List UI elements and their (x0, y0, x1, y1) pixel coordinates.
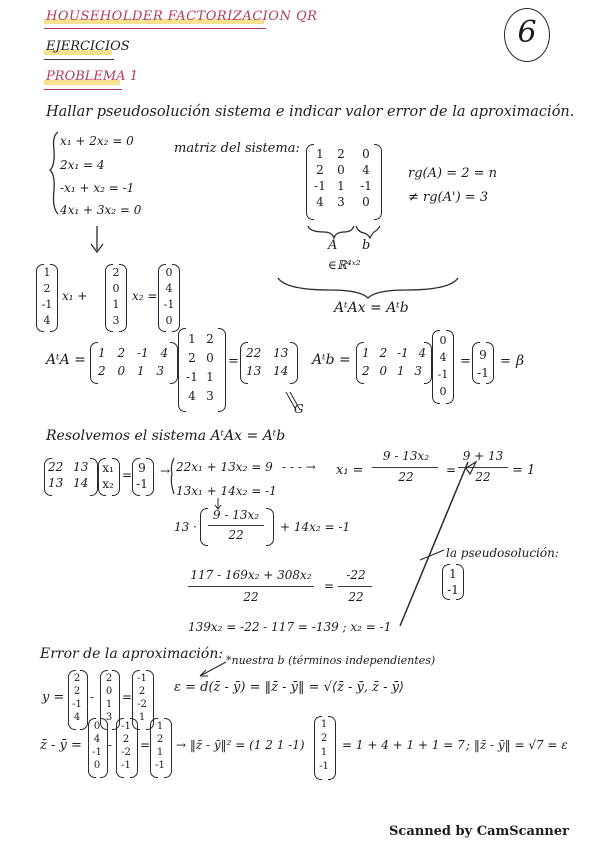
augmented-col2: 2 0 1 3 (337, 147, 345, 209)
x1-den: 22 (398, 470, 414, 484)
x1-expr: x₁ = (336, 463, 364, 478)
norm-conclusion: ; ‖z̄ - ȳ‖ = √7 = ε (466, 738, 568, 752)
atb-at-row2: 2 0 1 3 (362, 364, 423, 378)
norm-eval: = 1 + 4 + 1 + 1 = 7 (342, 738, 465, 752)
zy-b: 0 4 -1 0 (92, 721, 102, 771)
vec-col1: 1 2 -1 4 (41, 266, 53, 327)
error-note: *nuestra b (términos independientes) (226, 654, 436, 667)
brace-A (308, 226, 354, 238)
sub-left: 13 · (174, 520, 197, 534)
brace-b (356, 226, 380, 238)
final-step: 139x₂ = -22 - 117 = -139 ; x₂ = -1 (188, 620, 392, 634)
pseudo-label: la pseudosolución: (446, 546, 559, 560)
epsilon-definition: ε = d(z̄ - ȳ) = ‖z̄ - ȳ‖ = √⟨z̄ - ȳ, z̄ - ȳ⟩ (174, 680, 405, 695)
x1-eval-res: = 1 (512, 463, 536, 478)
augmented-col1: 1 2 -1 4 (314, 147, 326, 209)
x1-eval-num: 9 + 13 (462, 449, 504, 463)
solve-rhs: 9 -1 (136, 461, 148, 491)
step-rden: 22 (348, 590, 364, 604)
zy-label: z̄ - ȳ = (40, 738, 82, 753)
large-brace (278, 278, 458, 298)
problem-heading: PROBLEMA 1 (46, 69, 138, 84)
step-den: 22 (243, 590, 259, 604)
space-label: ∈ℝ⁴ˣ² (328, 258, 361, 272)
sub-num: 9 - 13x₂ (212, 508, 260, 522)
g-slash (286, 392, 300, 410)
eq-brace (171, 458, 174, 494)
label-A: A (328, 238, 338, 253)
label-b: b (362, 238, 371, 253)
solve-matrix-row2: 13 14 (48, 476, 89, 490)
system-eq4: 4x₁ + 3x₂ = 0 (60, 203, 142, 217)
down-arrow-icon (91, 226, 103, 252)
scanner-watermark: Scanned by CamScanner (389, 824, 569, 839)
zy-res: 1 2 1 -1 (155, 721, 165, 771)
system-eq3: -x₁ + x₂ = -1 (60, 181, 135, 195)
step-rnum: -22 (346, 568, 366, 582)
error-title: Error de la aproximación: (40, 646, 224, 662)
solve-matrix-row1: 22 13 (48, 460, 89, 474)
vec-x1: x₁ + (62, 289, 88, 303)
vec-x2: x₂ = (132, 289, 158, 303)
augmented-col3: 0 4 -1 0 (360, 147, 372, 209)
section-heading: EJERCICIOS (46, 39, 130, 54)
atb-beta: β (516, 353, 525, 369)
zy-y: -1 2 -2 -1 (121, 721, 131, 771)
vec-col2: 2 0 1 3 (112, 266, 120, 327)
ata-a-col1: 1 2 -1 4 (186, 332, 198, 403)
small-down-arrow-icon (215, 498, 221, 509)
note-arrow-icon (200, 662, 226, 676)
system-eq1: x₁ + 2x₂ = 0 (60, 134, 134, 148)
normal-equation: AᵗAx = Aᵗb (334, 300, 409, 316)
rank-line2: ≠ rg(A') = 3 (408, 190, 489, 205)
ata-a-col2: 2 0 1 3 (206, 332, 214, 403)
ata-result-row1: 22 13 (246, 346, 289, 360)
atb-result-col: 9 -1 (477, 348, 489, 380)
y-v1: 2 2 -1 4 (72, 673, 82, 723)
ata-G: G (294, 402, 304, 416)
ata-at-row1: 1 2 -1 4 (98, 346, 169, 360)
step-num: 117 - 169x₂ + 308x₂ (190, 568, 312, 582)
matrix-label: matriz del sistema: (174, 141, 300, 156)
notebook-page: HOUSEHOLDER FACTORIZACION QR EJERCICIOS PROBLEMA 1 6 Hallar pseudosolución sistema e indicar valor error de la aproximación. x₁ + 2x₂ = 0 2x₁ = 4 -x₁ + x₂ = -1 4x₁ + 3x₂ = 0 matriz del sistema: 1 2 -1 4 2 0 1 3 0 4 -1 0 A b ∈ℝ⁴ˣ² rg(A) = 2 = n ≠ rg(A') = 3 1 2 -1 4 x₁ + 2 0 1 3 x₂ = 0 4 -1 0 AᵗAx = Aᵗb AᵗA = 1 2 -1 4 2 0 1 3 1 2 -1 4 2 0 1 3 = 22 13 13 14 G Aᵗb = 1 2 -1 4 2 0 1 3 0 4 -1 0 = 9 -1 = β Resolvemos el sistema AᵗAx = Aᵗb 22 13 13 14 x₁ x₂ = 9 -1 → 22x₁ + 13x₂ = 9 13x₁ + 14x₂ = -1 - - - → x₁ = 9 - 13x₂ 22 = 9 + 13 22 = 1 13 · 9 - 13x₂ 22 + 14x₂ = -1 117 - 169x₂ + 308x₂ 22 = -22 22 139x₂ = -22 - 117 = -139 ; x₂ = -1 la pseudosolución: 1 -1 Error de la aproximación: *nuestra b (términos independientes) y = 2 2 -1 4 - 2 0 1 3 = -1 2 -2 1 ε = d(z̄ - ȳ) = ‖z̄ - ȳ‖ = √⟨z̄ - ȳ, z̄ - ȳ⟩ z̄ - ȳ = 0 4 -1 0 - -1 2 -2 -1 = 1 2 1 -1 → ‖z̄ - ȳ‖² = (1 2 1 -1) 1 2 1 -1 = 1 + 4 + 1 + 1 = 7 ; ‖z̄ - ȳ‖ = √7 = ε Scanned by CamScanner (0, 0, 599, 848)
sub-right: + 14x₂ = -1 (280, 520, 351, 534)
atb-at-row1: 1 2 -1 4 (362, 346, 427, 360)
pseudo-values: 1 -1 (447, 567, 459, 597)
solve-eqB: 13x₁ + 14x₂ = -1 (176, 484, 277, 498)
y-v2: 2 0 1 3 (105, 673, 113, 723)
ata-result-row2: 13 14 (246, 364, 289, 378)
page-title: HOUSEHOLDER FACTORIZACION QR (46, 9, 318, 24)
vec-rhs: 0 4 -1 0 (163, 266, 175, 327)
rank-line1: rg(A) = 2 = n (408, 166, 498, 181)
step-eq: = (324, 579, 335, 593)
atb-label: Aᵗb = (312, 352, 351, 368)
x1-eval-den: 22 (475, 470, 491, 484)
atb-b-col: 0 4 -1 0 (437, 334, 449, 398)
problem-statement: Hallar pseudosolución sistema e indicar valor error de la aproximación. (46, 104, 575, 120)
solve-title: Resolvemos el sistema AᵗAx = Aᵗb (46, 428, 286, 444)
page-number: 6 (517, 15, 537, 50)
norm-lhs: → ‖z̄ - ȳ‖² = (1 2 1 -1) (176, 738, 305, 752)
y-res: -1 2 -2 1 (137, 673, 147, 723)
norm-col: 1 2 1 -1 (319, 719, 329, 772)
diagonal-arrow-icon (400, 462, 468, 626)
solve-eqA: 22x₁ + 13x₂ = 9 (176, 460, 273, 474)
y-label: y = (42, 690, 65, 705)
ata-label: AᵗA = (46, 352, 86, 368)
pseudo-arrow-icon (420, 550, 444, 560)
x1-num: 9 - 13x₂ (382, 449, 430, 463)
solve-vars: x₁ x₂ (102, 461, 114, 491)
sub-den: 22 (228, 528, 244, 542)
ata-at-row2: 2 0 1 3 (98, 364, 165, 378)
system-eq2: 2x₁ = 4 (60, 158, 105, 172)
system-brace (50, 132, 58, 214)
